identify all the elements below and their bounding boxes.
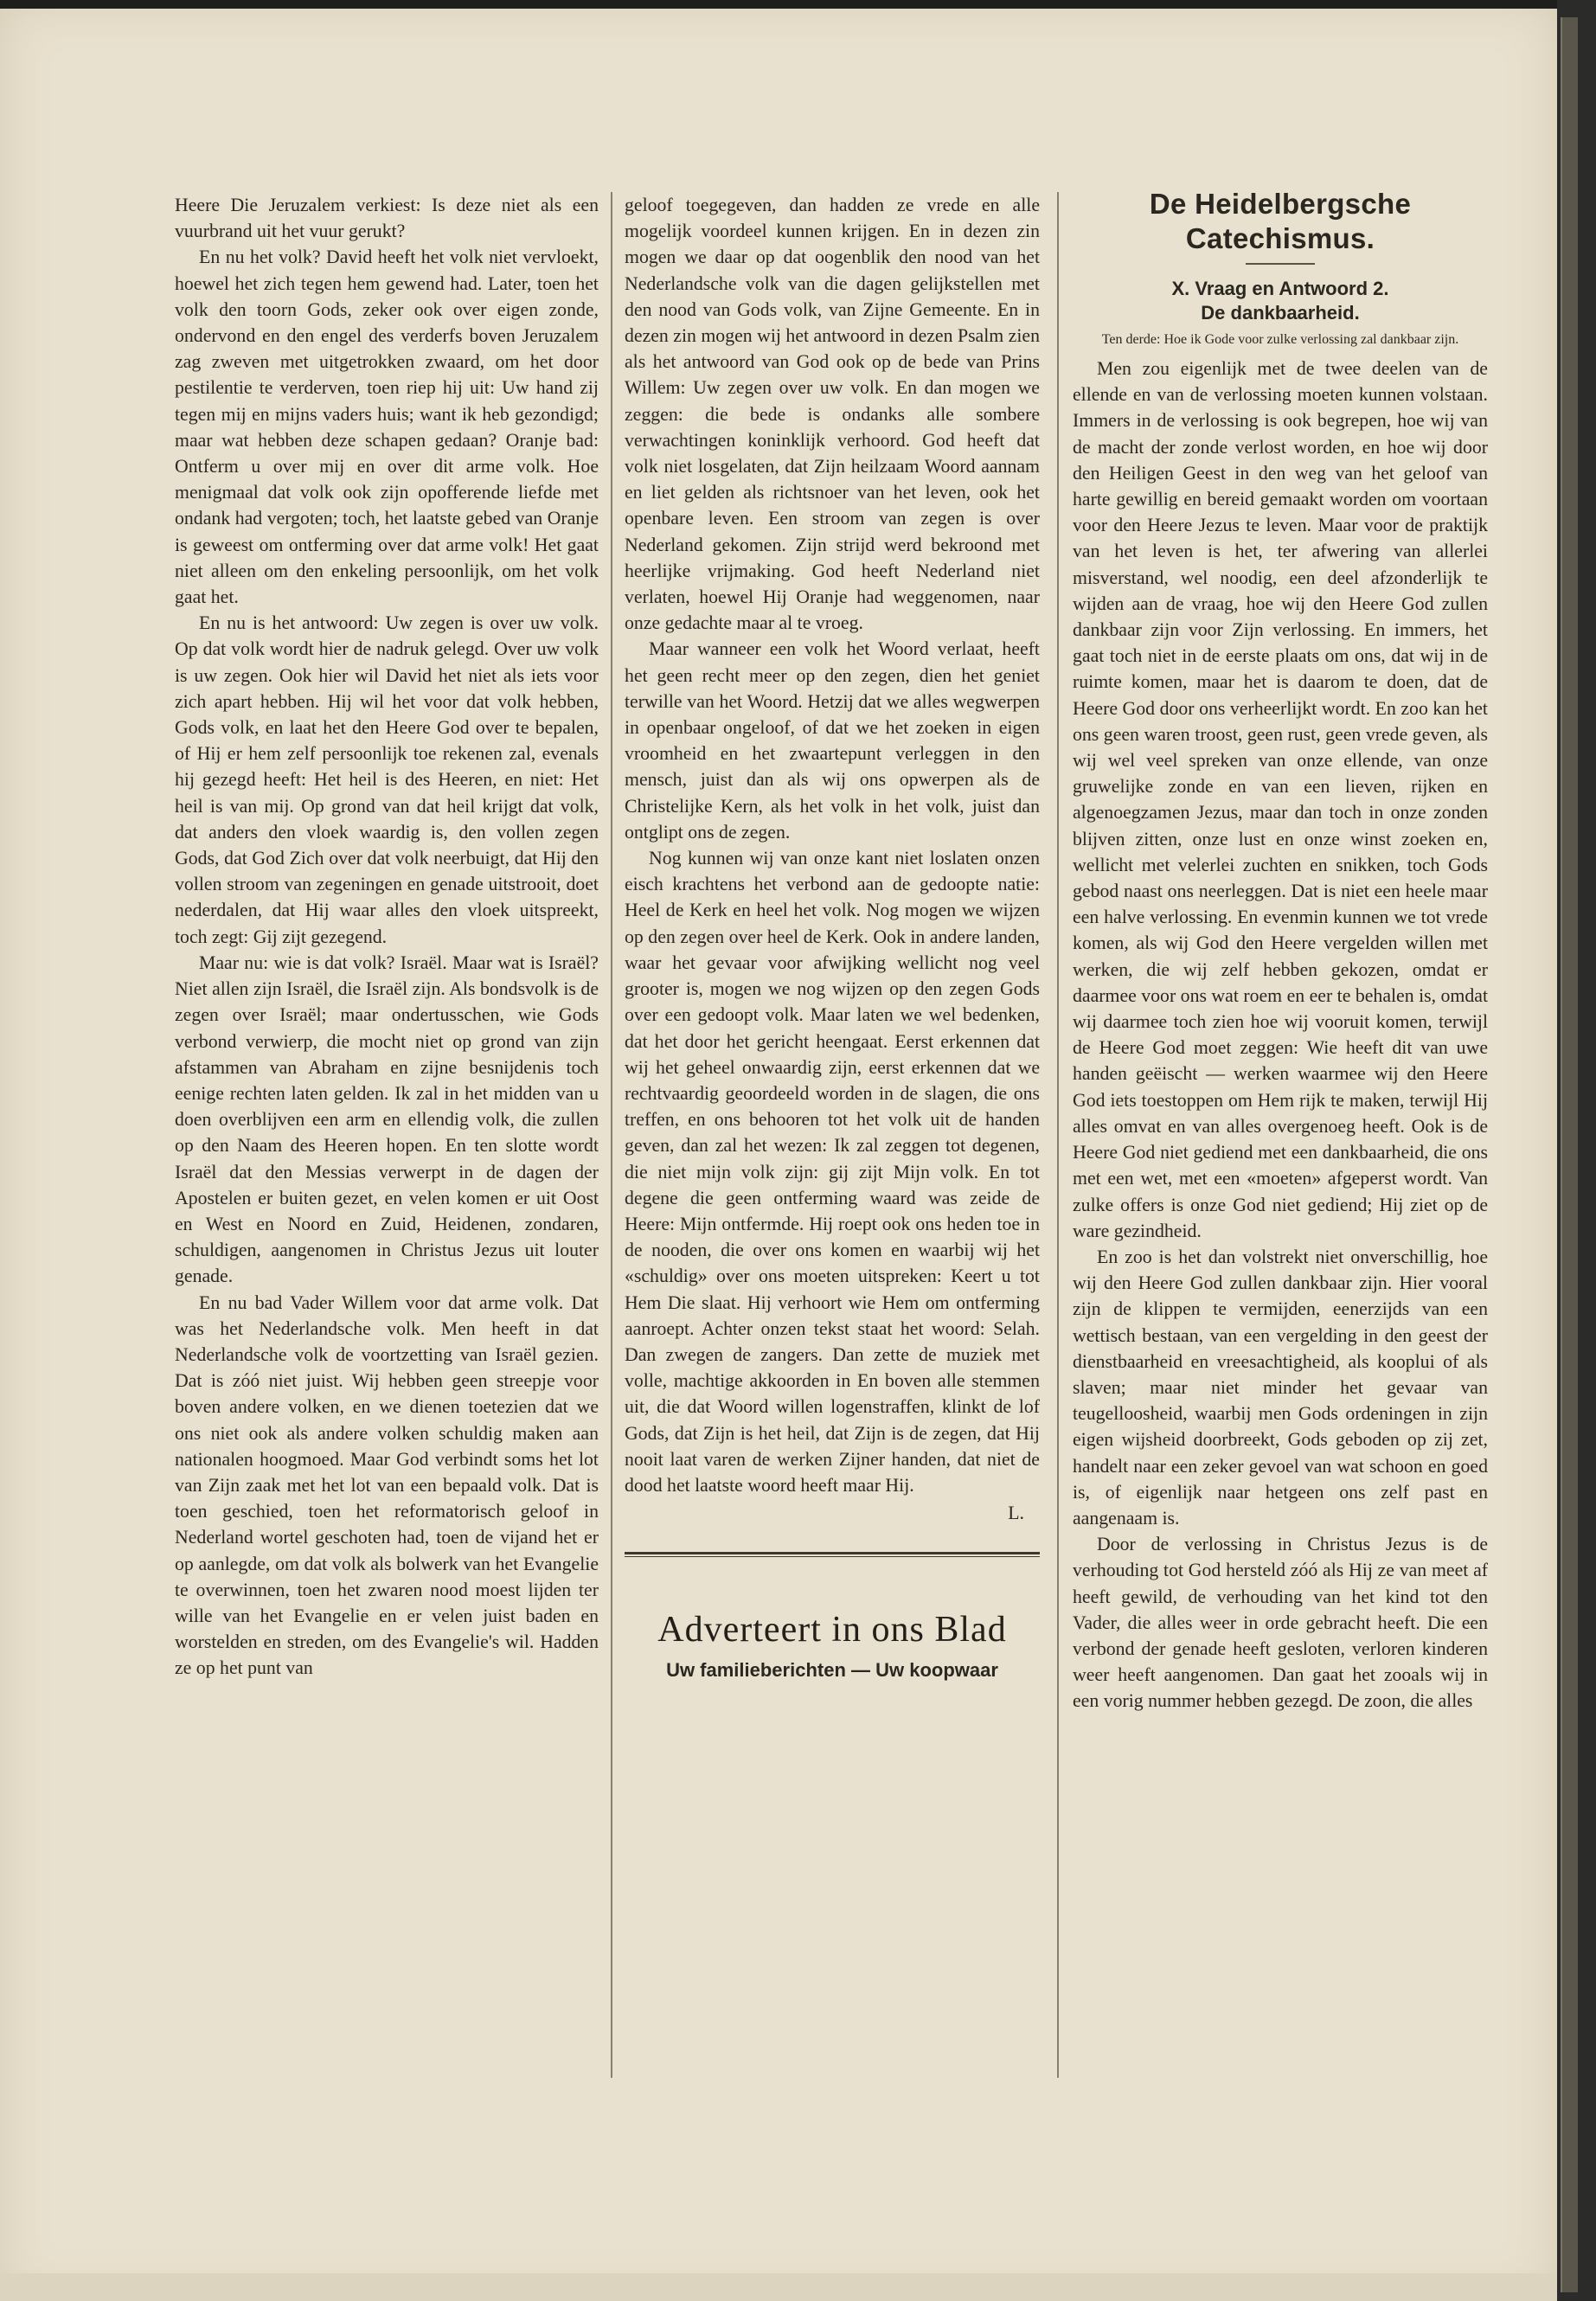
article-subheading: X. Vraag en Antwoord 2. (1171, 278, 1389, 299)
advertisement-subtitle: Uw familieberichten — Uw koopwaar (666, 1659, 998, 1682)
paragraph: En zoo is het dan volstrekt niet onverschillig, hoe wij den Heere God zullen dankbaar zijn. Hier vooral zijn de klippen te vermijden, eenerzijds van een wettisch bestaan, van een vergelding in den geest der dienstbaarheid en vreesachtigheid, als kooplui of als slaven; maar niet minder het gevaar van teugelloosheid, waarbij men Gods ordeningen in zijn eigen wijsheid doorbreekt, Gods geboden op zij zet, handelt naar een zeker gevoel van wat schoon en goed is, of eigenlijk naar hetgeen ons zelf past en aangenaam is. (1073, 1246, 1488, 1529)
ad-divider (625, 1552, 1040, 1554)
paragraph: Maar nu: wie is dat volk? Israël. Maar wat is Israël? Niet allen zijn Israël, die Israël zijn. Als bondsvolk is de zegen over Israël; maar ondertusschen, wie Gods verbond verwierp, die mocht niet op grond van zijn afstammen van Abraham en zijne besnijdenis toch eenige rechten laten gelden. Ik zal in het midden van u doen overblijven een arm en ellendig volk, die zullen op den Naam des Heeren hopen. En ten slotte wordt Israël dat den Messias verwerpt in de dagen der Apostelen er buiten gezet, en velen komen er uit Oost en West en Noord en Zuid, Heidenen, zondaren, schuldigen, aangenomen in Christus Jezus uit louter genade. (175, 952, 599, 1287)
binding-edge (1557, 0, 1596, 2301)
paragraph: Door de verlossing in Christus Jezus is de verhouding tot God hersteld zóó als Hij ze van meet af heeft gewild, de verhouding van het kind tot den Vader, die alles weer in orde gebracht heeft. Die een verbond der genade heeft gesloten, verloren kinderen weer heeft aangenomen. Dan gaat het zooals wij in een vorig nummer hebben gezegd. De zoon, die alles (1073, 1534, 1488, 1712)
page-bottom-edge (0, 2273, 1557, 2301)
paragraph: En nu is het antwoord: Uw zegen is over uw volk. Op dat volk wordt hier de nadruk gelegd. Over uw volk is uw zegen. Ook hier wil David het niet als iets voor zich apart hebben. Hij wil het voor dat volk hebben, Gods volk, en laat het den Heere God over te bepalen, of Hij er hem zelf persoonlijk toe rekenen zal, evenals hij gezegd heeft: Het heil is des Heeren, en niet: Het heil is van mij. Op grond van dat heil krijgt dat volk, dat anders den vloek waardig is, den vollen zegen Gods, dat God Zich over dat volk neerbuigt, dat Hij den vollen stroom van zegeningen en genade uitstrooit, doet nederdalen, dat Hij waar alles den vloek uitspreekt, toch zegt: Gij zijt gezegend. (175, 612, 599, 947)
paragraph: Men zou eigenlijk met de twee deelen van de ellende en van de verlossing moeten kunnen volstaan. Immers in de verlossing is ook begrepen, hoe wij van de macht der zonde verlost worden, en hoe wij door den Heiligen Geest in den weg van het geloof van harte gewillig en bereid gemaakt worden om voortaan voor den Heere Jezus te leven. Maar voor de praktijk van het leven is het, ter afwering van allerlei misverstand, wel noodig, een deel afzonderlijk te wijden aan de vraag, hoe wij den Heere God zullen dankbaar zijn voor Zijn verlossing. En immers, het gaat toch niet in de eerste plaats om ons, dat wij in de ruimte komen, maar het is daarom te doen, dat de Heere God door ons verheerlijkt wordt. En zoo kan het ons geen waren troost, geen rust, geen vrede geven, als wij wel veel spreken van onze ellende, van onze gruwelijke zonde en van een lieven, rijken en algenoegzamen Jezus, maar dan toch in onze zonden blijven zitten, onze lust en onze winst zoeken en, wellicht met velerlei zuchten en snikken, toch Gods gebod naast ons neerleggen. Dat is niet een heele maar een halve verlossing. En evenmin kunnen we tot vrede komen, als wij God den Heere vergelden willen met werken, die wij zelf hebben gekozen, omdat er daarmee voor ons wat roem en eer te behalen is, omdat wij daarmee toch zien hoe wij vooruit komen, terwijl de Heere God moet zeggen: Wie heeft dit van uwe handen geëischt — werken waarmee wij den Heere God iets toestoppen om Hem rijk te maken, terwijl Hij alles omvat en van alles overgenoeg heeft. Ook is de Heere God niet gediend met een dankbaarheid, die ons met een wet, met een «moeten» afgeperst wordt. Van zulke offers is onze God niet gediend; Hij ziet op de ware gezindheid. (1073, 358, 1488, 1241)
article-heading: De Heidelbergsche Catechismus. (1149, 192, 1412, 254)
heading-rule (1246, 263, 1315, 265)
column-left (175, 192, 599, 2086)
paragraph: En nu het volk? David heeft het volk niet vervloekt, hoewel het zich tegen hem gewend had. Later, toen het volk den toorn Gods, zeker ook over eigen zonde, ondervond en den engel des verderfs boven Jeruzalem zag zweven met uitgetrokken zwaard, om het door pestilentie te verderven, toen riep hij uit: Uw hand zij tegen mij en mijns vaders huis; want ik heb gezondigd; maar wat hebben deze schapen gedaan? Oranje bad: Ontferm u over mij en over dit arme volk. Hoe menigmaal dat volk ook zijn opofferende liefde met ondank had vergoten; toch, het laatste gebed van Oranje is geweest om ontferming over dat arme volk! Het gaat niet alleen om den enkeling persoonlijk, om het volk gaat het. (175, 247, 599, 608)
paragraph: Maar wanneer een volk het Woord verlaat, heeft het geen recht meer op den zegen, dien het geniet terwille van het Woord. Hetzij dat we alles wegwerpen in openbaar ongeloof, of dat we het zoeken in eigen vroomheid en het zwaartepunt verleggen in den mensch, juist dan als wij ons opwerpen als de Christelijke Kern, als het volk in het volk, juist dan ontglipt ons de zegen. (625, 638, 1040, 843)
top-border (0, 0, 1557, 9)
ad-divider-thin (625, 1556, 1040, 1557)
column-right (1073, 192, 1488, 2086)
paragraph: Heere Die Jeruzalem verkiest: Is deze niet als een vuurbrand uit het vuur gerukt? (175, 195, 599, 242)
paragraph: En nu bad Vader Willem voor dat arme volk. Dat was het Nederlandsche volk. Men heeft in dat Nederlandsche volk de voortzetting van Israël gezien. Dat is zóó niet juist. Wij hebben geen streepje voor boven andere volken, en we dienen toetezien dat we ons niet ook als andere volken schuldig maken aan nationalen hoogmoed. Maar God verbindt soms het lot van Zijn zaak met het lot van een bepaald volk. Dat is toen geschied, toen het reformatorisch geloof in Nederland wortel geschoten had, toen de vijand het er op aanlegde, om dat volk als bolwerk van het Evangelie te overwinnen, toen het zwaren nood moest lijden ter wille van het Evangelie en er velen juist baden en worstelden en streden, om des Evangelie's wil. Hadden ze op het punt van (175, 1292, 599, 1679)
column-middle (625, 192, 1040, 2086)
article-subheading-2: De dankbaarheid. (1201, 302, 1360, 324)
advertisement-title: Adverteert in ons Blad (657, 1610, 1007, 1650)
binding-strip (1561, 17, 1578, 2292)
column-divider (611, 192, 612, 2078)
article-epigraph: Ten derde: Hoe ik Gode voor zulke verlossing zal dankbaar zijn. (1101, 332, 1459, 347)
paragraph: geloof toegegeven, dan hadden ze vrede en alle mogelijk voordeel kunnen krijgen. En in dezen zin mogen we daar op dat oogenblik den nood van het Nederlandsche volk van die dagen gelijkstellen met den nood van Gods volk, van Zijne Gemeente. En in dezen zin mogen wij het antwoord in dezen Psalm zien als het antwoord van God ook op de bede van Prins Willem: Uw zegen over uw volk. En dan mogen we zeggen: die bede is ondanks alle sombere verwachtingen koninklijk verhoord. God heeft dat volk niet losgelaten, dat Zijn heilzaam Woord aannam en liet gelden als richtsnoer van het leven, ook het openbare leven. Een stroom van zegen is over Nederland gekomen. Zijn strijd werd bekroond met heerlijke vrijmaking. God heeft Nederland niet verlaten, hoewel Hij Oranje had weggenomen, naar onze gedachte maar al te vroeg. (625, 195, 1040, 634)
column-divider (1057, 192, 1059, 2078)
author-signature: L. (1008, 1503, 1024, 1524)
paragraph: Nog kunnen wij van onze kant niet loslaten onzen eisch krachtens het verbond aan de gedoopte natie: Heel de Kerk en heel het volk. Nog mogen we wijzen op den zegen over heel de Kerk. Ook in andere landen, waar het gevaar voor afwijking wellicht nog veel grooter is, mogen we nog wijzen op den zegen Gods over een gedoopt volk. Maar laten we wel bedenken, dat het door het gericht heengaat. Eerst erkennen dat wij het geheel onwaardig zijn, eerst erkennen dat we rechtvaardig geoordeeld worden in de slagen, die ons treffen, en ons behooren tot het volk uit de handen geven, dan zal het wezen: Ik zal zeggen tot degenen, die niet mijn volk zijn: gij zijt Mijn volk. En tot degene die geen ontferming waard was zeide de Heere: Mijn ontfermde. Hij roept ook ons heden toe in de nooden, die over ons komen en waarbij wij het «schuldig» over ons moeten uitspreken: Keert u tot Hem Die slaat. Hij verhoort wie Hem om ontferming aanroept. Achter onzen tekst staat het woord: Selah. Dan zwegen de zangers. Dan zette de muziek met volle, machtige akkoorden in En boven alle stemmen uit, die dat Woord willen logenstraffen, klinkt de lof Gods, dat Zijn is het heil, dat Zijn is de zegen, dat Hij nooit laat varen de werken Zijner handen, dat niet de dood het laatste woord heeft maar Hij. (625, 848, 1040, 1496)
